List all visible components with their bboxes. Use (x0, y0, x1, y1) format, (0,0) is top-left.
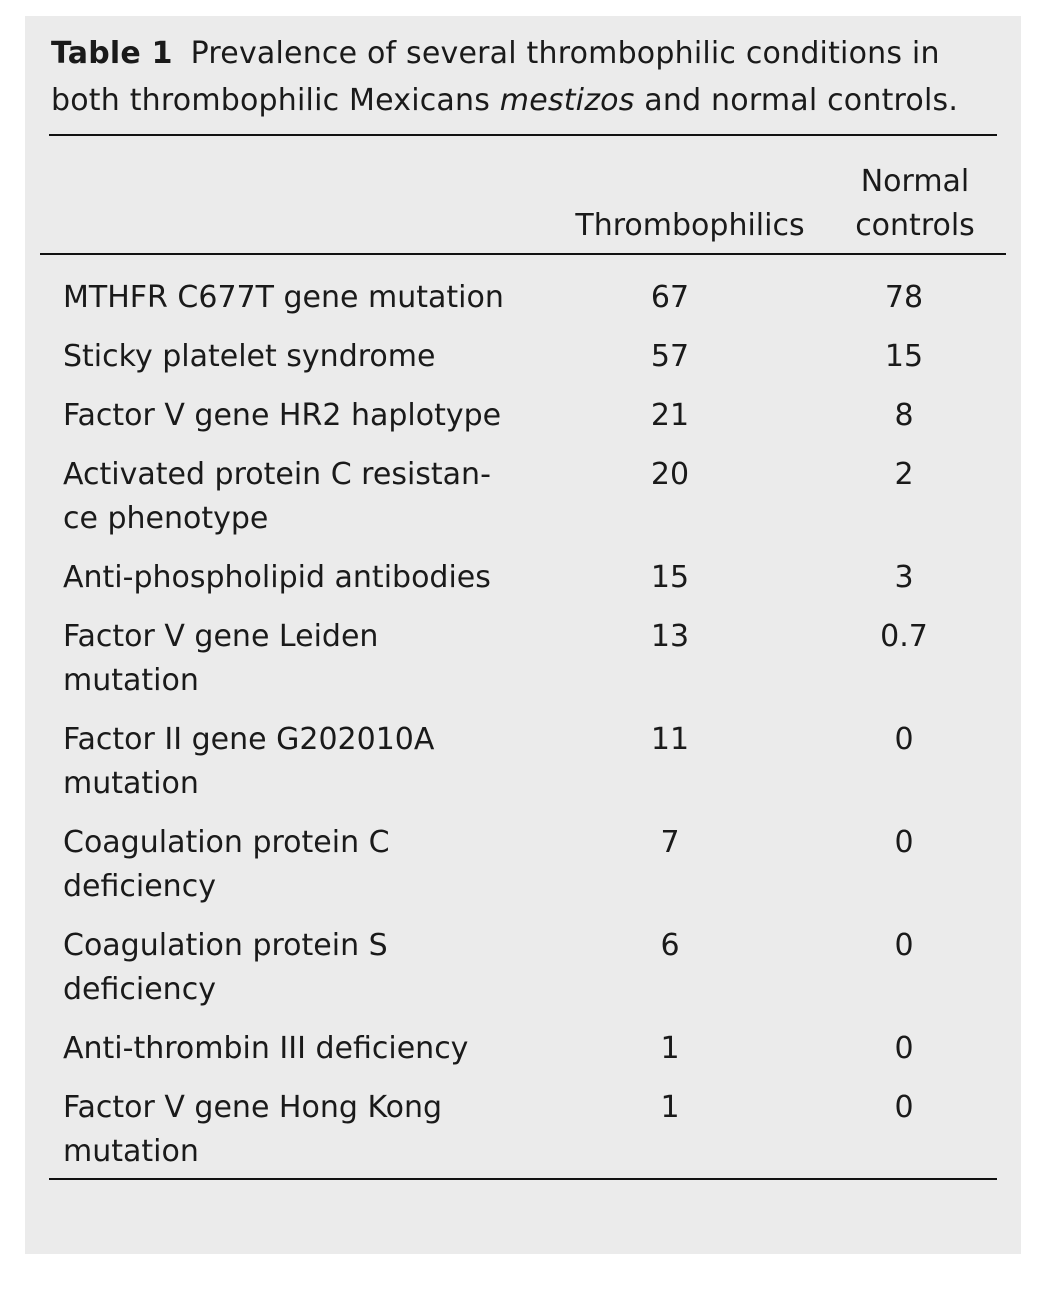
row-condition: Coagulation protein S deficiency (63, 928, 388, 1007)
header-rule (40, 253, 1006, 255)
row-thrombophilics-value: 6 (660, 928, 680, 963)
column-header-normal-line1: Normal (860, 164, 970, 199)
caption-italic: mestizos (499, 83, 635, 118)
row-condition: Factor V gene HR2 haplotype (63, 398, 502, 433)
row-condition: Coagulation protein C deficiency (63, 825, 390, 904)
table-row (55, 554, 997, 613)
row-thrombophilics-value: 67 (650, 280, 690, 315)
row-condition: Anti-phospholipid antibodies (63, 560, 491, 595)
row-thrombophilics-value: 1 (660, 1090, 680, 1125)
row-normal-value: 2 (894, 457, 914, 492)
table-row (55, 1084, 997, 1187)
top-rule (49, 134, 997, 136)
row-condition: Anti-thrombin III deficiency (63, 1031, 469, 1066)
bottom-rule (49, 1178, 997, 1180)
row-normal-value: 0 (894, 1090, 914, 1125)
row-normal-value: 0 (894, 825, 914, 860)
data-table (55, 274, 997, 1187)
row-condition: Activated protein C resistan- ce phenotype (63, 457, 491, 536)
row-normal-value: 15 (884, 339, 924, 374)
row-normal-value: 8 (894, 398, 914, 433)
caption-text-end: and normal controls. (634, 83, 959, 118)
table-row (55, 922, 997, 1025)
row-thrombophilics-value: 7 (660, 825, 680, 860)
row-condition: Factor II gene G202010A mutation (63, 722, 435, 801)
row-condition: MTHFR C677T gene mutation (63, 280, 504, 315)
row-normal-value: 3 (894, 560, 914, 595)
row-normal-value: 78 (884, 280, 924, 315)
table-row (55, 274, 997, 333)
table-panel (25, 16, 1021, 1254)
row-normal-value: 0 (894, 722, 914, 757)
row-condition: Factor V gene Hong Kong mutation (63, 1090, 443, 1169)
table-row (55, 392, 997, 451)
column-header-normal-controls (835, 160, 995, 248)
table-row (55, 716, 997, 819)
row-thrombophilics-value: 15 (650, 560, 690, 595)
row-normal-value: 0 (894, 1031, 914, 1066)
row-condition: Factor V gene Leiden mutation (63, 619, 379, 698)
row-thrombophilics-value: 1 (660, 1031, 680, 1066)
table-row (55, 1025, 997, 1084)
table-row (55, 333, 997, 392)
row-thrombophilics-value: 20 (650, 457, 690, 492)
table-label: Table 1 (51, 36, 173, 71)
row-normal-value: 0.7 (880, 619, 928, 654)
table-row (55, 819, 997, 922)
row-thrombophilics-value: 11 (650, 722, 690, 757)
table-row (55, 613, 997, 716)
row-condition: Sticky platelet syndrome (63, 339, 436, 374)
row-normal-value: 0 (894, 928, 914, 963)
table-caption (51, 30, 1001, 124)
column-header-normal-line2: controls (855, 208, 975, 243)
row-thrombophilics-value: 13 (650, 619, 690, 654)
row-thrombophilics-value: 57 (650, 339, 690, 374)
column-header-thrombophilics: Thrombophilics (575, 208, 805, 243)
table-row (55, 451, 997, 554)
caption-text: Prevalence of several thrombophilic conditions in both thrombophilic Mexicans (51, 36, 940, 118)
row-thrombophilics-value: 21 (650, 398, 690, 433)
